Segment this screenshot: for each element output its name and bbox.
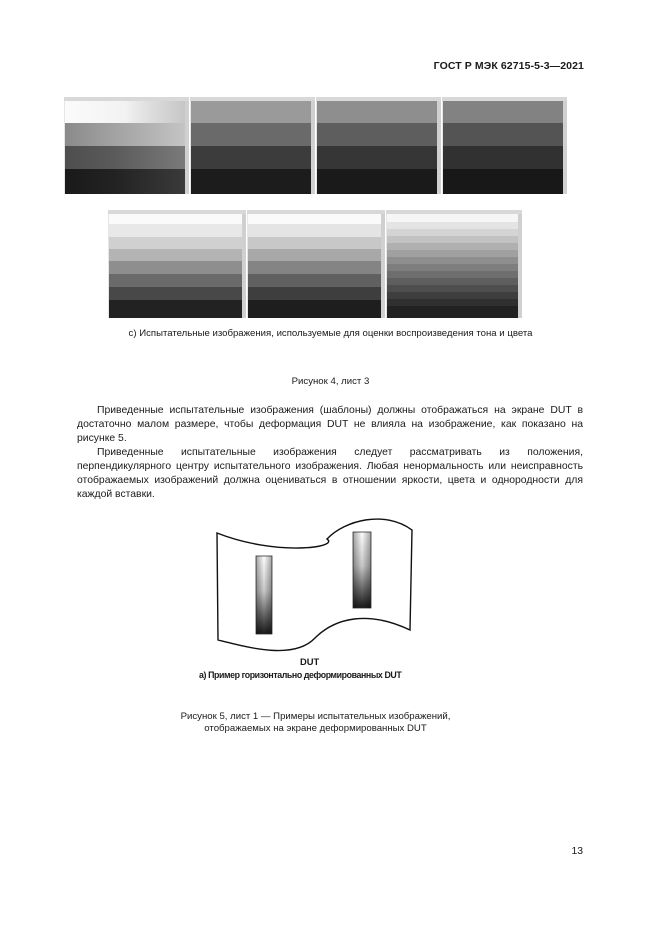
test-image-panel — [386, 210, 522, 318]
deformed-screen-outline — [217, 519, 412, 651]
body-text — [77, 404, 583, 502]
figure-4-title: Рисунок 4, лист 3 — [291, 376, 370, 387]
test-strip-left — [256, 556, 272, 634]
figure-5a-caption: а) Пример горизонтально деформированных DUT — [199, 670, 402, 680]
test-image-panel — [64, 97, 189, 194]
figure-4c-caption: c) Испытательные изображения, используемые для оценки воспроизведения тона и цвета — [128, 328, 533, 339]
test-strip-right — [353, 532, 371, 608]
figure-5-title-line-1: Рисунок 5, лист 1 — Примеры испытательных изображений, — [180, 711, 451, 722]
page-number: 13 — [571, 846, 583, 857]
test-image-panel — [108, 210, 246, 318]
test-image-panel — [190, 97, 315, 194]
paragraph-1: Приведенные испытательные изображения (шаблоны) должны отображаться на экране DUT в достаточно малом размере, чтобы деформация DUT не влияла на изображение, как показано на рисунке 5. — [77, 405, 583, 444]
test-image-panel — [316, 97, 441, 194]
test-image-panel — [442, 97, 567, 194]
test-image-panel — [247, 210, 385, 318]
paragraph-2: Приведенные испытательные изображения следует рассматривать из положения, перпендикулярного центру испытательного изображения. Любая ненормальность или неисправность отображаемых изображений должна оцениваться в отношении яркости, цвета и однородности для каждой вставки. — [77, 447, 583, 500]
dut-label: DUT — [300, 656, 320, 667]
figure-5-title-line-2: отображаемых на экране деформированных DUT — [204, 723, 427, 734]
document-header: ГОСТ Р МЭК 62715-5-3—2021 — [433, 60, 584, 72]
